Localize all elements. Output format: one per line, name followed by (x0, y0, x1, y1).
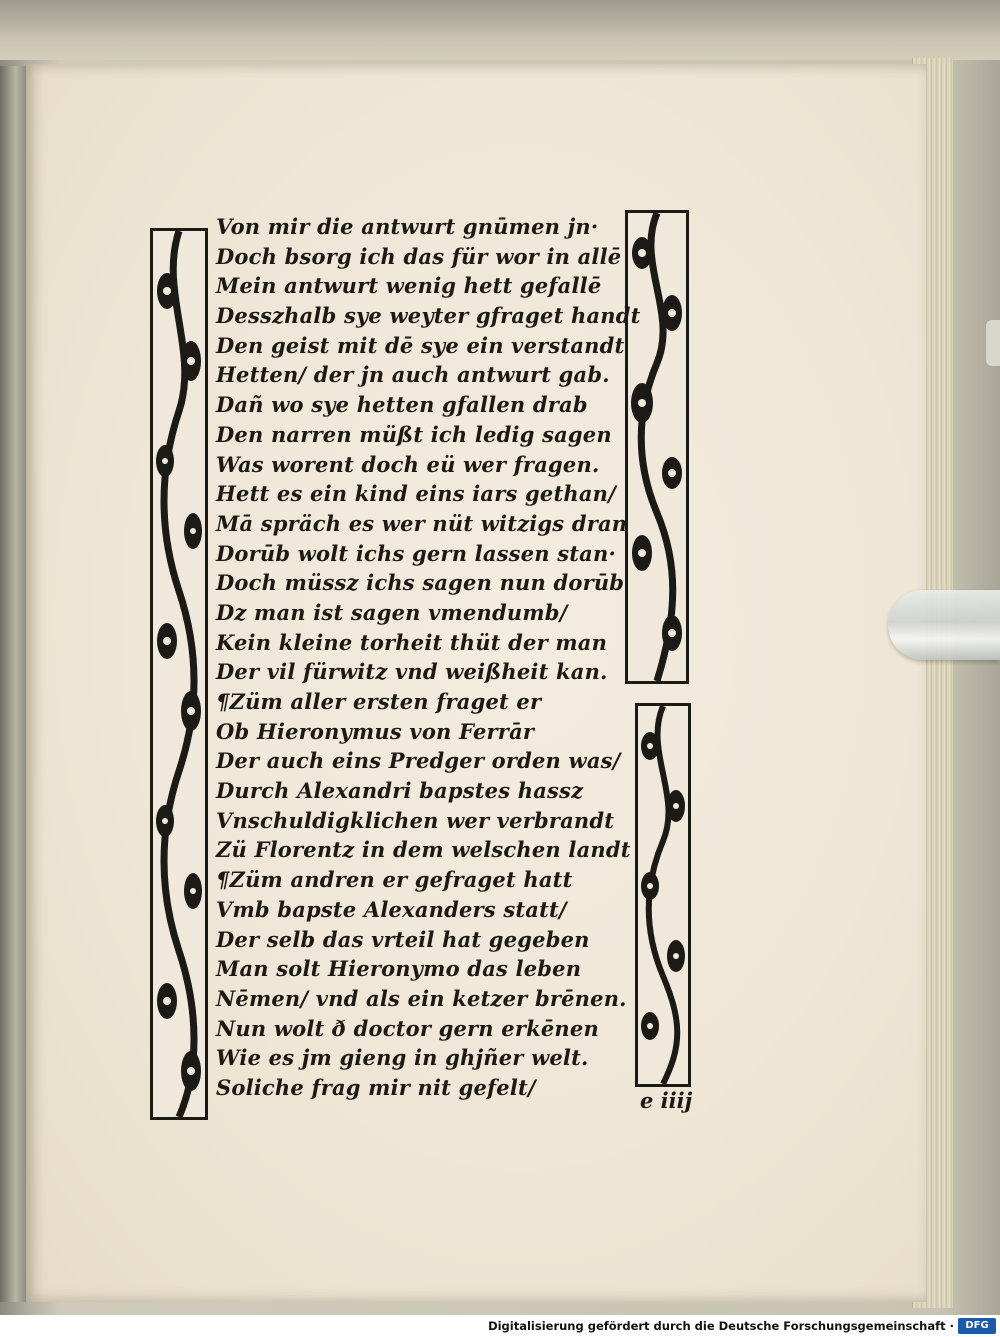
verse-line: Mā spräch es wer nüt witzigs dran (216, 510, 628, 536)
woodcut-border-right-bottom (635, 703, 691, 1087)
verse-line: ¶Züm andren er gefraget hatt (216, 867, 573, 893)
verse-line: Vmb bapste Alexanders statt/ (216, 896, 567, 922)
verse-line: Hetten/ der jn auch antwurt gab. (216, 362, 610, 388)
woodcut-border-left (150, 228, 208, 1120)
verse-line: Durch Alexandri bapstes hassz (216, 778, 584, 804)
verse-line: Vnschuldigklichen wer verbrandt (216, 807, 615, 833)
verse-line: Was worent doch eü wer fragen. (216, 451, 600, 477)
verse-line: Der auch eins Predger orden was/ (216, 748, 621, 774)
verse-text-block (216, 212, 641, 1103)
verse-line: Den geist mit dē sye ein verstandt (216, 332, 625, 358)
verse-line: Doch bsorg ich das für wor in allē (216, 243, 622, 269)
page-clip (888, 590, 1000, 660)
verse-line: Dañ wo sye hetten gfallen drab (216, 392, 588, 418)
verse-line: Von mir die antwurt gnūmen jn· (216, 214, 599, 239)
verse-line: Zü Florentz in dem welschen landt (216, 837, 631, 863)
verse-line: Man solt Hieronymo das leben (216, 956, 582, 982)
verse-line: Der vil fürwitz vnd weißheit kan. (216, 659, 608, 685)
footer-bar (0, 1315, 1000, 1337)
verse-line: Doch müssz ichs sagen nun dorūb (216, 570, 625, 596)
signature-mark: e iiij (640, 1088, 693, 1113)
verse-line: Ob Hieronymus von Ferrār (216, 718, 535, 744)
verse-line: Nēmen/ vnd als ein ketzer brēnen. (216, 985, 627, 1011)
verse-line: Nun wolt ð doctor gern erkēnen (216, 1015, 599, 1041)
clip-tab (986, 320, 1000, 366)
verse-line: Den narren müßt ich ledig sagen (216, 421, 612, 447)
verse-line: Hett es ein kind eins iars gethan/ (216, 481, 616, 507)
verse-line: Kein kleine torheit thüt der man (216, 629, 608, 655)
facing-page-edge (0, 66, 27, 1302)
verse-line: Soliche frag mir nit gefelt/ (216, 1074, 536, 1100)
verse-line: Mein antwurt wenig hett gefallē (216, 273, 602, 299)
verse-line: Dz man ist sagen vmendumb/ (216, 599, 568, 625)
verse-line: Desszhalb sye weyter gfraget handt (216, 303, 641, 329)
cover-top-edge (0, 0, 1000, 60)
verse-line: ¶Züm aller ersten fraget er (216, 689, 542, 714)
funding-notice: Digitalisierung gefördert durch die Deutsche Forschungsgemeinschaft · (488, 1319, 954, 1333)
verse-line: Wie es jm gieng in ghjñer welt. (216, 1045, 589, 1071)
dfg-logo-icon: DFG (958, 1318, 996, 1334)
verse-line: Dorūb wolt ichs gern lassen stan· (216, 540, 616, 566)
verse-line: Der selb das vrteil hat gegeben (216, 926, 590, 952)
